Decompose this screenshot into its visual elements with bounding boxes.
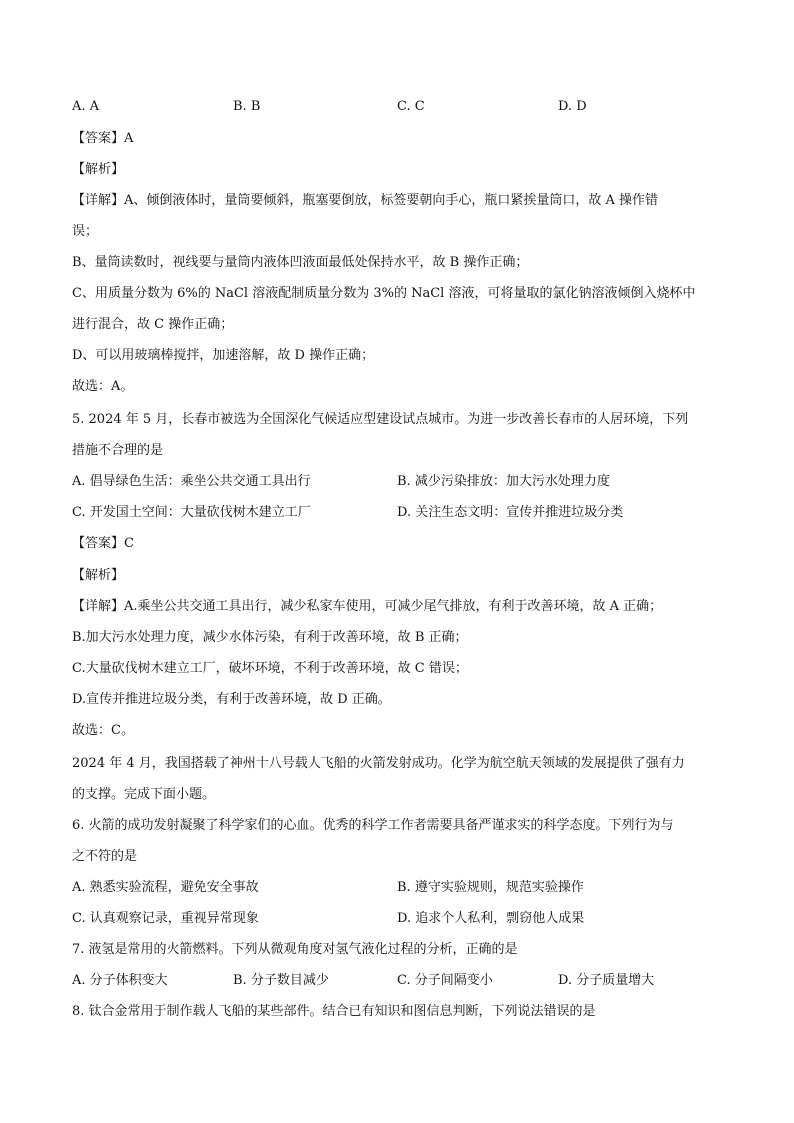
q5-detail-line: 故选：C。 (72, 723, 134, 738)
q8-stem: 8. 钛合金常用于制作载人飞船的某些部件。结合已有知识和图信息判断，下列说法错误的是 (72, 1004, 596, 1019)
q7-stem: 7. 液氢是常用的火箭燃料。下列从微观角度对氢气液化过程的分析，正确的是 (72, 942, 518, 957)
q6-option-c: C. 认真观察记录，重视异常现象 (72, 911, 259, 926)
q4-detail-line: 【详解】A、倾倒液体时，量筒要倾斜，瓶塞要倒放，标签要朝向手心，瓶口紧挨量筒口，故 A 操作错 (72, 193, 659, 208)
q6-stem-line: 6. 火箭的成功发射凝聚了科学家们的心血。优秀的科学工作者需要具备严谨求实的科学态度。下列行为与 (72, 818, 674, 833)
q7-option-b: B. 分子数目减少 (233, 973, 329, 988)
q5-option-c: C. 开发国土空间：大量砍伐树木建立工厂 (72, 505, 311, 520)
q4-option-d: D. D (558, 99, 587, 114)
q4-option-c: C. C (397, 99, 425, 114)
q7-option-d: D. 分子质量增大 (558, 973, 655, 988)
q6-option-d: D. 追求个人私利，剽窃他人成果 (397, 911, 585, 926)
q7-option-c: C. 分子间隔变小 (397, 973, 493, 988)
q5-option-d: D. 关注生态文明：宣传并推进垃圾分类 (397, 505, 624, 520)
q4-option-b: B. B (233, 99, 261, 114)
q4-detail-line: 误； (72, 224, 99, 239)
q4-detail-line: 故选：A。 (72, 379, 134, 394)
q4-answer: 【答案】A (72, 131, 134, 146)
q6-option-b: B. 遵守实验规则，规范实验操作 (397, 880, 584, 895)
q5-option-b: B. 减少污染排放：加大污水处理力度 (397, 474, 610, 489)
q4-detail-line: B、量筒读数时，视线要与量筒内液体凹液面最低处保持水平，故 B 操作正确； (72, 255, 529, 270)
q6-stem-line: 之不符的是 (72, 849, 138, 864)
q6-option-a: A. 熟悉实验流程，避免安全事故 (72, 880, 259, 895)
q5-detail-line: 【详解】A.乘坐公共交通工具出行，减少私家车使用，可减少尾气排放，有利于改善环境，故 A 正确； (72, 599, 663, 614)
intro-line: 的支撑。完成下面小题。 (72, 787, 216, 802)
q5-answer: 【答案】C (72, 536, 134, 551)
q5-option-a: A. 倡导绿色生活：乘坐公共交通工具出行 (72, 474, 311, 489)
q4-detail-line: 进行混合，故 C 操作正确； (72, 317, 234, 332)
q5-detail-line: D.宣传并推进垃圾分类，有利于改善环境，故 D 正确。 (72, 692, 391, 707)
q4-detail-line: C、用质量分数为 6%的 NaCl 溶液配制质量分数为 3%的 NaCl 溶液，可将量取的氯化钠溶液倾倒入烧杯中 (72, 286, 696, 301)
q5-stem-line: 5. 2024 年 5 月，长春市被选为全国深化气候适应型建设试点城市。为进一步改善长春市的人居环境，下列 (72, 412, 689, 427)
q4-option-a: A. A (72, 99, 100, 114)
q4-detail-line: D、可以用玻璃棒搅拌，加速溶解，故 D 操作正确； (72, 348, 375, 363)
q4-analysis-label: 【解析】 (72, 162, 125, 177)
q5-detail-line: B.加大污水处理力度，减少水体污染，有利于改善环境，故 B 正确； (72, 630, 468, 645)
q5-stem-line: 措施不合理的是 (72, 443, 164, 458)
q7-option-a: A. 分子体积变大 (72, 973, 168, 988)
q5-detail-line: C.大量砍伐树木建立工厂，破坏环境，不利于改善环境，故 C 错误； (72, 661, 468, 676)
q5-analysis-label: 【解析】 (72, 568, 125, 583)
intro-line: 2024 年 4 月，我国搭载了神州十八号载人飞船的火箭发射成功。化学为航空航天领域的发展提供了强有力 (72, 756, 685, 771)
